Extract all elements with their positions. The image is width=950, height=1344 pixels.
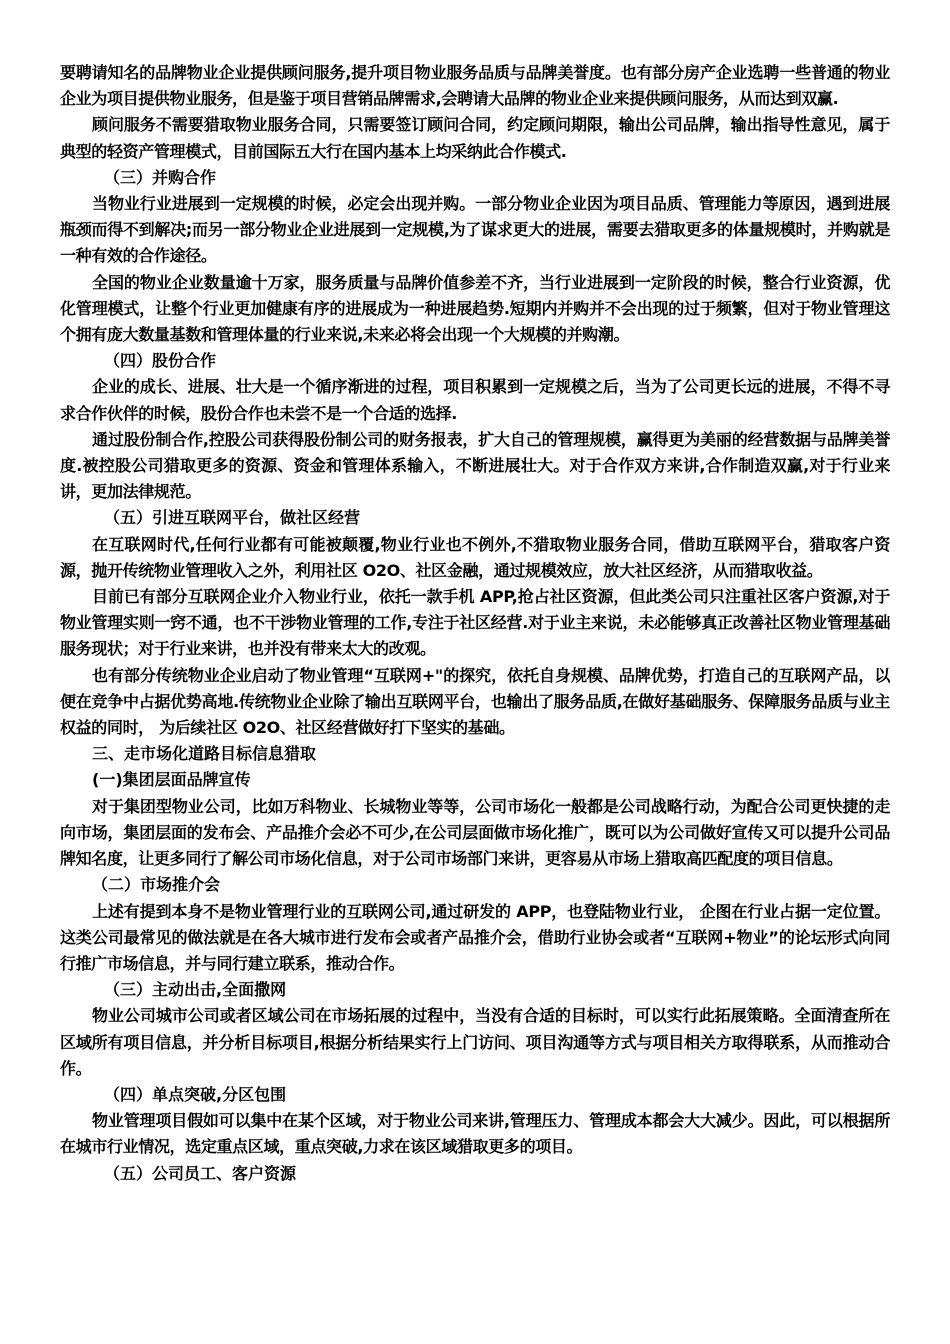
body-paragraph: 当物业行业进展到一定规模的时候，必定会出现并购。一部分物业企业因为项目品质、管理能力等原因，遇到进展瓶颈而得不到解决;而另一部分物业企业进展到一定规模,为了谋求更大的进展，需要去猎取更多的体量规模时，并购就是一种有效的合作途径。	[60, 194, 890, 266]
body-paragraph: 物业管理项目假如可以集中在某个区域，对于物业公司来讲,管理压力、管理成本都会大大减少。因此，可以根据所在城市行业情况，选定重点区域，重点突破,力求在该区域猎取更多的项目。	[60, 1111, 890, 1157]
section-heading: （二）市场推介会	[92, 875, 221, 895]
document-page	[60, 60, 890, 1187]
body-paragraph: 物业公司城市公司或者区域公司在市场拓展的过程中，当没有合适的目标时，可以实行此拓展策略。全面清查所在区域所有项目信息，并分析目标项目,根据分析结果实行上门访问、项目沟通等方式与项目相关方取得联系，从而推动合作。	[60, 1006, 890, 1078]
body-paragraph: 要聘请知名的品牌物业企业提供顾问服务,提升项目物业服务品质与品牌美誉度。也有部分房产企业选聘一些普通的物业企业为项目提供物业服务，但是鉴于项目营销品牌需求,会聘请大品牌的物业企业来提供顾问服务，从而达到双赢.	[60, 63, 890, 109]
body-paragraph: 也有部分传统物业企业启动了物业管理“互联网+"的探究，依托自身规模、品牌优势，打造自己的互联网产品，以便在竞争中占据优势高地.传统物业企业除了输出互联网平台，也输出了服务品质,在做好基础服务、保障服务品质与业主权益的同时， 为后续社区 O2O、社区经营做好打下坚实的基础。	[60, 665, 890, 738]
body-paragraph: 上述有提到本身不是物业管理行业的互联网公司,通过研发的 APP，也登陆物业行业， 企图在行业占据一定位置。这类公司最常见的做法就是在各大城市进行发布会或者产品推介会，借助行业协会或者“互联网+物业”的论坛形式向同行推广市场信息，并与同行建立联系，推动合作。	[60, 901, 890, 973]
section-heading: （三）主动出击,全面撒网	[104, 980, 287, 1000]
body-paragraph: 在互联网时代,任何行业都有可能被颠覆,物业行业也不例外,不猎取物业服务合同，借助互联网平台，猎取客户资源，抛开传统物业管理收入之外，利用社区 O2O、社区金融，通过规模效应，放大社区经济，从而猎取收益。	[60, 534, 890, 580]
body-paragraph: 企业的成长、进展、壮大是一个循序渐进的过程，项目积累到一定规模之后，当为了公司更长远的进展，不得不寻求合作伙伴的时候，股份合作也未尝不是一个合适的选择.	[60, 377, 890, 423]
body-paragraph: 全国的物业企业数量逾十万家，服务质量与品牌价值参差不齐，当行业进展到一定阶段的时候，整合行业资源，优化管理模式，让整个行业更加健康有序的进展成为一种进展趋势.短期内并购并不会出现的过于频繁，但对于物业管理这个拥有庞大数量基数和管理体量的行业来说,未来必将会出现一个大规模的并购潮。	[60, 272, 890, 345]
section-heading: （三）并购合作	[104, 167, 217, 187]
section-heading: （五）引进互联网平台，做社区经营	[104, 508, 361, 528]
body-paragraph: 通过股份制合作,控股公司获得股份制公司的财务报表，扩大自己的管理规模，赢得更为美丽的经营数据与品牌美誉度.被控股公司猎取更多的资源、资金和管理体系输入，不断进展壮大。对于合作双方来讲,合作制造双赢,对于行业来讲，更加法律规范。	[60, 429, 890, 502]
section-heading: 三、走市场化道路目标信息猎取	[92, 744, 317, 764]
body-paragraph: 对于集团型物业公司，比如万科物业、长城物业等等，公司市场化一般都是公司战略行动，为配合公司更快捷的走向市场，集团层面的发布会、产品推介会必不可少,在公司层面做市场化推广，既可以为公司做好宣传又可以提升公司品牌知名度，让更多同行了解公司市场化信息，对于公司市场部门来讲，更容易从市场上猎取高匹配度的项目信息。	[60, 796, 890, 869]
section-heading: (一)集团层面品牌宣传	[92, 770, 251, 790]
section-heading: （四）股份合作	[104, 351, 217, 371]
section-heading: （四）单点突破,分区包围	[104, 1084, 287, 1104]
body-paragraph: 目前已有部分互联网企业介入物业行业，依托一款手机 APP,抢占社区资源，但此类公司只注重社区客户资源,对于物业管理实则一窍不通，也不干涉物业管理的工作,专注于社区经营.对于业主来说，未必能够真正改善社区物业管理基础服务现状；对于行业来讲，也并没有带来太大的改观。	[60, 587, 890, 659]
body-paragraph: 顾问服务不需要猎取物业服务合同，只需要签订顾问合同，约定顾问期限，输出公司品牌，输出指导性意见，属于典型的轻资产管理模式，目前国际五大行在国内基本上均采纳此合作模式.	[60, 115, 890, 161]
section-heading: （五）公司员工、客户资源	[104, 1163, 297, 1183]
